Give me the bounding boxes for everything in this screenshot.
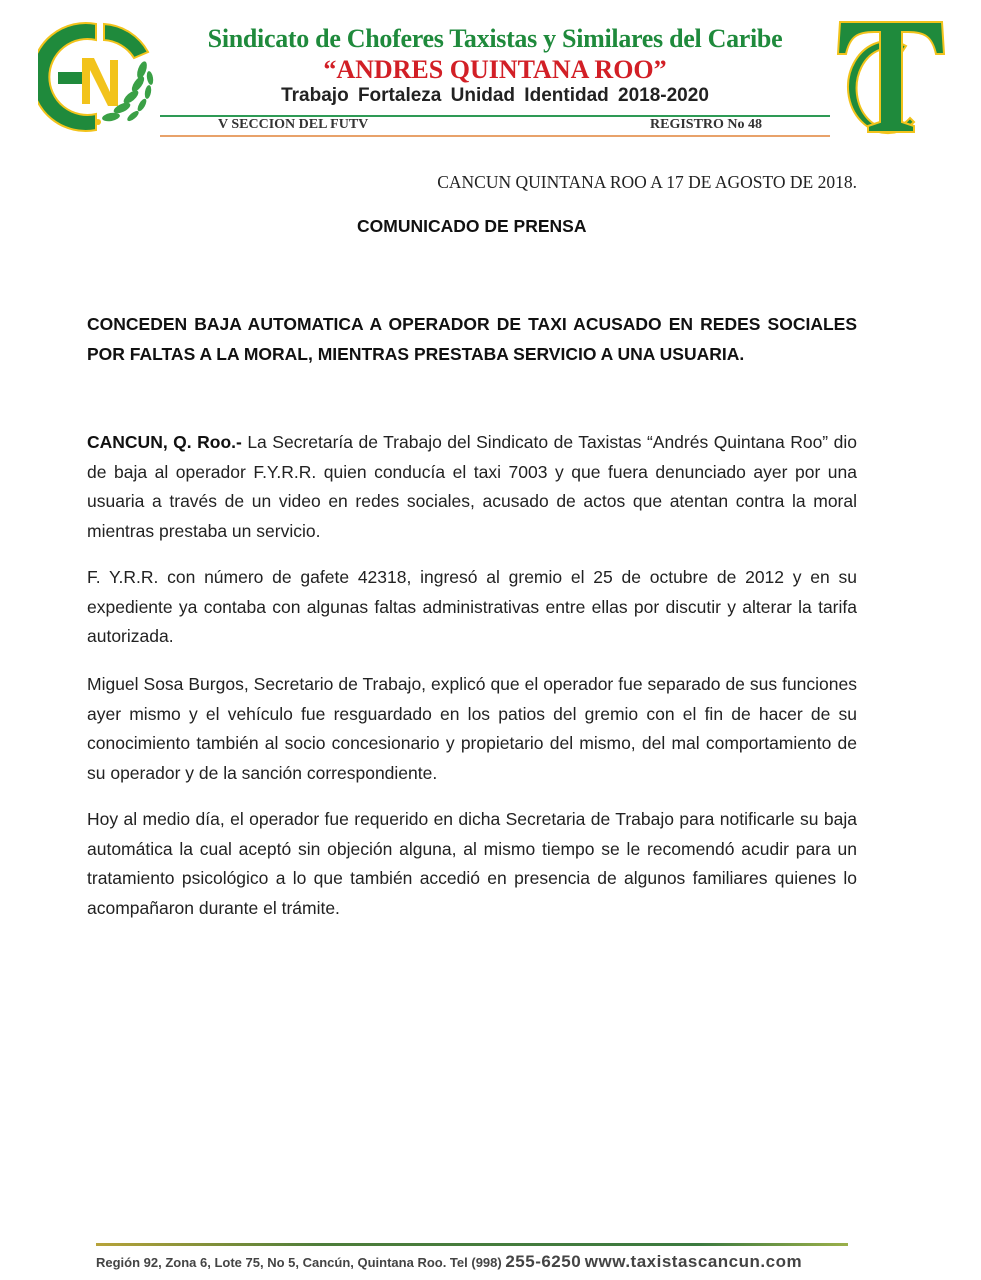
date-line: CANCUN QUINTANA ROO A 17 DE AGOSTO DE 2018. xyxy=(437,172,857,192)
press-headline: CONCEDEN BAJA AUTOMATICA A OPERADOR DE TAXI ACUSADO EN REDES SOCIALES POR FALTAS A LA MORAL, MIENTRAS PRESTABA SERVICIO A UNA USUARIA. xyxy=(87,314,857,364)
union-motto: Trabajo Fortaleza Unidad Identidad 2018-2020 xyxy=(281,85,709,106)
paragraph-text: La Secretaría de Trabajo del Sindicato de Taxistas “Andrés Quintana Roo” dio de baja al operador F.Y.R.R. quien conducía el taxi 7003 y que fuera denunciado ayer por una usuaria a través de un video en redes sociales, acusado de actos que atentan contra la moral mientras prestaba un servicio. xyxy=(87,432,857,541)
registry-label: REGISTRO No 48 xyxy=(650,117,763,132)
header-divider-orange xyxy=(160,135,830,137)
paragraph-4: Hoy al medio día, el operador fue requerido en dicha Secretaria de Trabajo para notificarle su baja automática la cual aceptó sin objeción alguna, al mismo tiempo se le recomendó acudir para un tratamiento psicológico a lo que también accedió en presencia de algunos familiares quienes lo acompañaron durante el trámite. xyxy=(87,809,857,918)
paragraph-3: Miguel Sosa Burgos, Secretario de Trabajo, explicó que el operador fue separado de sus funciones ayer mismo y el vehículo fue resguardado en los patios del gremio con el fin de hacer de su conocimiento también al socio concesionario y propietario del mismo, del mal comportamiento de su operador y de la sanción correspondiente. xyxy=(87,674,857,783)
union-emblem-logo xyxy=(38,18,162,136)
footer-divider xyxy=(96,1243,848,1246)
union-name: Sindicato de Choferes Taxistas y Similares del Caribe xyxy=(207,24,783,53)
dateline-lead: CANCUN, Q. Roo.- xyxy=(87,432,242,452)
section-label: V SECCION DEL FUTV xyxy=(218,117,369,132)
footer-phone: 255-6250 xyxy=(505,1252,582,1271)
footer-contact xyxy=(96,1252,802,1272)
document-type: COMUNICADO DE PRENSA xyxy=(357,216,587,236)
tc-monogram-logo xyxy=(836,18,946,136)
footer-address: Región 92, Zona 6, Lote 75, No 5, Cancún, Quintana Roo. Tel (998) xyxy=(96,1255,506,1270)
footer-website[interactable]: www.taxistascancun.com xyxy=(584,1252,803,1271)
union-subtitle: “ANDRES QUINTANA ROO” xyxy=(323,55,667,84)
paragraph-2: F. Y.R.R. con número de gafete 42318, ingresó al gremio el 25 de octubre de 2012 y en su expediente ya contaba con algunas faltas administrativas entre ellas por discutir y alterar la tarifa autorizada. xyxy=(87,567,857,646)
paragraph-1 xyxy=(87,428,857,546)
